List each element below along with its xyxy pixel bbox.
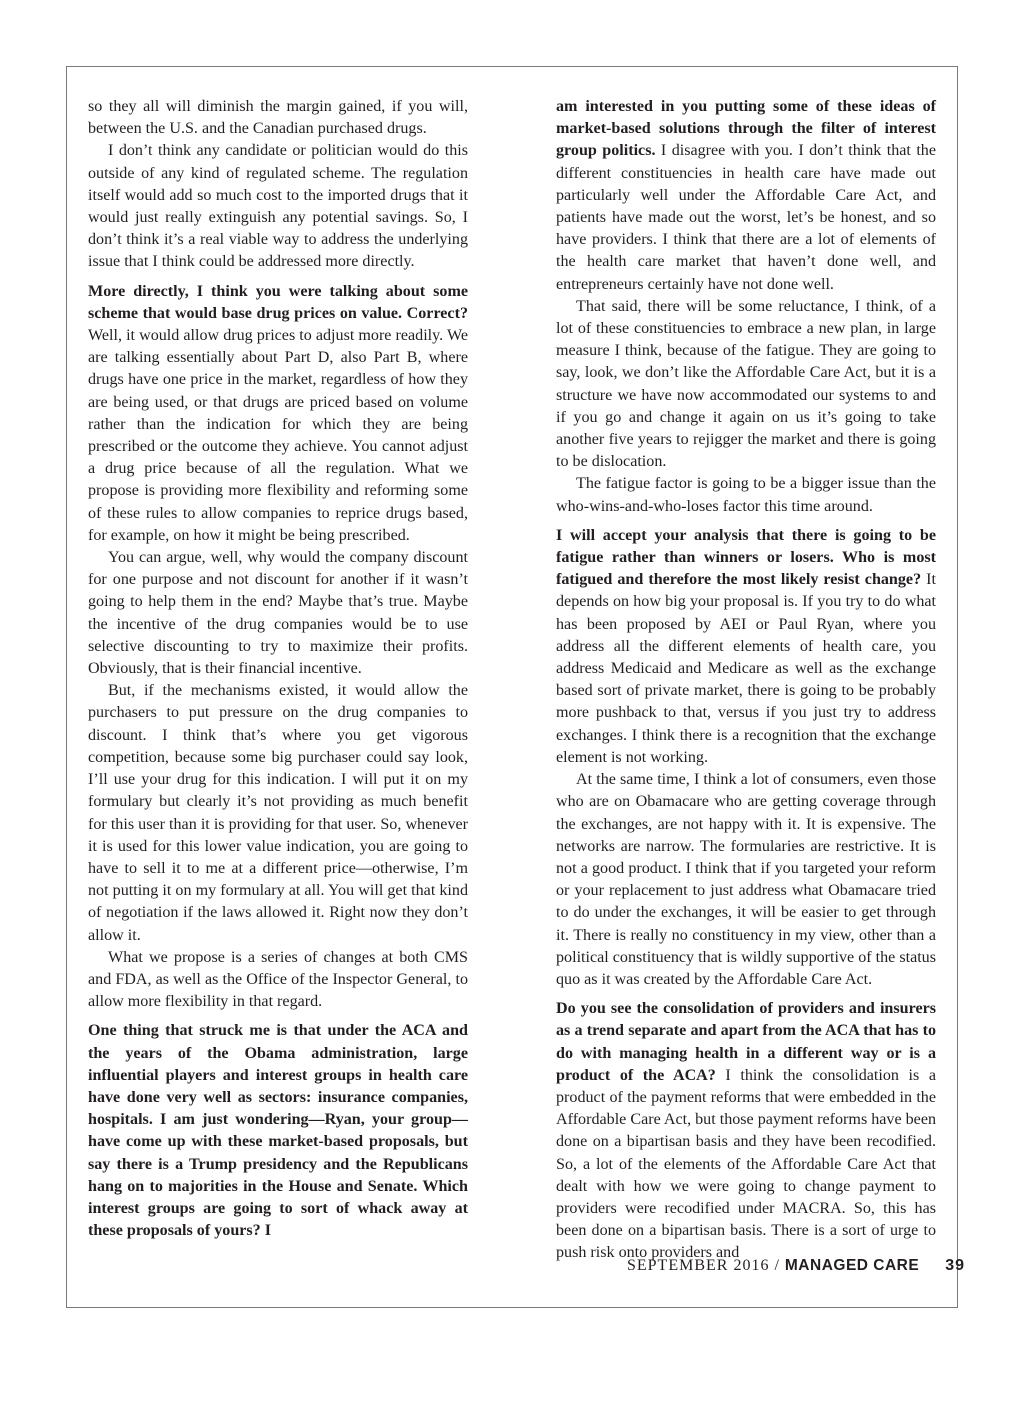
- issue-date: SEPTEMBER 2016 /: [626, 1257, 785, 1274]
- page-number: 39: [945, 1257, 965, 1274]
- question-text: One thing that struck me is that under the ACA and the years of the Obama administration, large influential players and interest groups in health care have done very well as sectors: insurance companies, hospitals. I am just wondering—Ryan, your group—have come up with these market-based proposals, but say there is a Trump presidency and the Republicans hang on to majorities in the House and Senate. Which interest groups are going to sort of whack away at these proposals of yours? I: [88, 1022, 468, 1240]
- magazine-title: MANAGED CARE: [784, 1257, 920, 1274]
- paragraph: But, if the mechanisms existed, it would allow the purchasers to put pressure on the drug companies to discount. I think that’s where you get vigorous competition, because some big purchaser could say look, I’ll use your drug for this indication. I will put it on my formulary but clearly it’s not providing as much benefit for this user than it is providing for that user. So, whenever it is used for this lower value indication, you are going to have to sell it to me at a different price—otherwise, I’m not putting it on my formulary at all. You will get that kind of negotiation if the laws allowed it. Right now they don’t allow it.: [88, 682, 468, 944]
- question-paragraph: [556, 96, 936, 296]
- answer-text: I think the consolidation is a product of the payment reforms that were embedded in the Affordable Care Act, but those payment reforms have been done on a bipartisan basis and they have been recodified. So, a lot of the elements of the Affordable Care Act that dealt with how we were going to change payment to providers were recodified under MACRA. So, this has been done on a bipartisan basis. There is a sort of urge to push risk onto providers and: [556, 1066, 937, 1262]
- question-paragraph: [556, 525, 936, 769]
- question-text: am interested in you putting some of these ideas of market-based solutions through the filter of interest group politics.: [556, 98, 936, 160]
- answer-text: Well, it would allow drug prices to adjust more readily. We are talking essentially about Part D, also Part B, where drugs have one price in the market, regardless of how they are being used, or that drugs are priced based on volume rather than the indication for which they are being prescribed or the outcome they achieve. You cannot adjust a drug price because of all the regulation. What we propose is providing more flexibility and reforming some of these rules to allow companies to reprice drugs based, for example, on how it might be being prescribed.: [88, 327, 468, 544]
- question-paragraph: [556, 998, 936, 1264]
- question-paragraph: [88, 281, 468, 547]
- answer-text: It depends on how big your proposal is. If you try to do what has been proposed by AEI or Paul Ryan, where you address all the different elements of health care, you address Medicaid and Medicare as well as the exchange based sort of private market, there is going to be probably more pushback to that, versus if you just try to address exchanges. I think there is a recognition that the exchange element is not working.: [556, 571, 936, 766]
- question-paragraph: [88, 1020, 468, 1242]
- paragraph: That said, there will be some reluctance, I think, of a lot of these constituencies to embrace a new plan, in large measure I think, because of the fatigue. They are going to say, look, we don’t like the Affordable Care Act, but it is a structure we have now accommodated our systems to and if you go and change it again on us it’s going to take another five years to rejigger the market and there is going to be dislocation.: [556, 297, 936, 471]
- left-column: [88, 96, 468, 1242]
- page-footer: [627, 1257, 965, 1275]
- paragraph: At the same time, I think a lot of consumers, even those who are on Obamacare who are getting coverage through the exchanges, are not happy with it. It is expensive. The networks are narrow. The formularies are restrictive. It is not a good product. I think that if you targeted your reform or your replacement to just address what Obamacare tried to do under the exchanges, it will be easier to get through it. There is really no constituency in my view, other than a political constituency that is wildly supportive of the status quo as it was created by the Affordable Care Act.: [556, 771, 936, 988]
- paragraph: The fatigue factor is going to be a bigger issue than the who-wins-and-who-loses factor this time around.: [556, 475, 936, 515]
- paragraph: so they all will diminish the margin gained, if you will, between the U.S. and the Canadian purchased drugs.: [88, 98, 468, 138]
- question-text: I will accept your analysis that there is going to be fatigue rather than winners or losers. Who is most fatigued and therefore the most likely resist change?: [556, 526, 936, 589]
- question-text: More directly, I think you were talking about some scheme that would base drug prices on value. Correct?: [88, 282, 468, 322]
- question-text: Do you see the consolidation of providers and insurers as a trend separate and apart from the ACA that has to do with managing health in a different way or is a product of the ACA?: [556, 1000, 936, 1084]
- paragraph: You can argue, well, why would the company discount for one purpose and not discount for another if it wasn’t going to help them in the end? Maybe that’s true. Maybe the incentive of the drug companies would be to use selective discounting to try to maximize their profits. Obviously, that is their financial incentive.: [88, 549, 468, 678]
- right-column: [556, 96, 936, 1265]
- paragraph: What we propose is a series of changes at both CMS and FDA, as well as the Office of the Inspector General, to allow more flexibility in that regard.: [88, 948, 468, 1011]
- answer-text: I disagree with you. I don’t think that the different constituencies in health care have made out particularly well under the Affordable Care Act, and patients have made out the worst, let’s be honest, and so have providers. I think that there are a lot of elements of the health care market that haven’t done well, and entrepreneurs certainly have not done well.: [556, 142, 936, 293]
- paragraph: I don’t think any candidate or politician would do this outside of any kind of regulated scheme. The regulation itself would add so much cost to the imported drugs that it would just really extinguish any potential savings. So, I don’t think it’s a real viable way to address the underlying issue that I think could be addressed more directly.: [88, 142, 468, 271]
